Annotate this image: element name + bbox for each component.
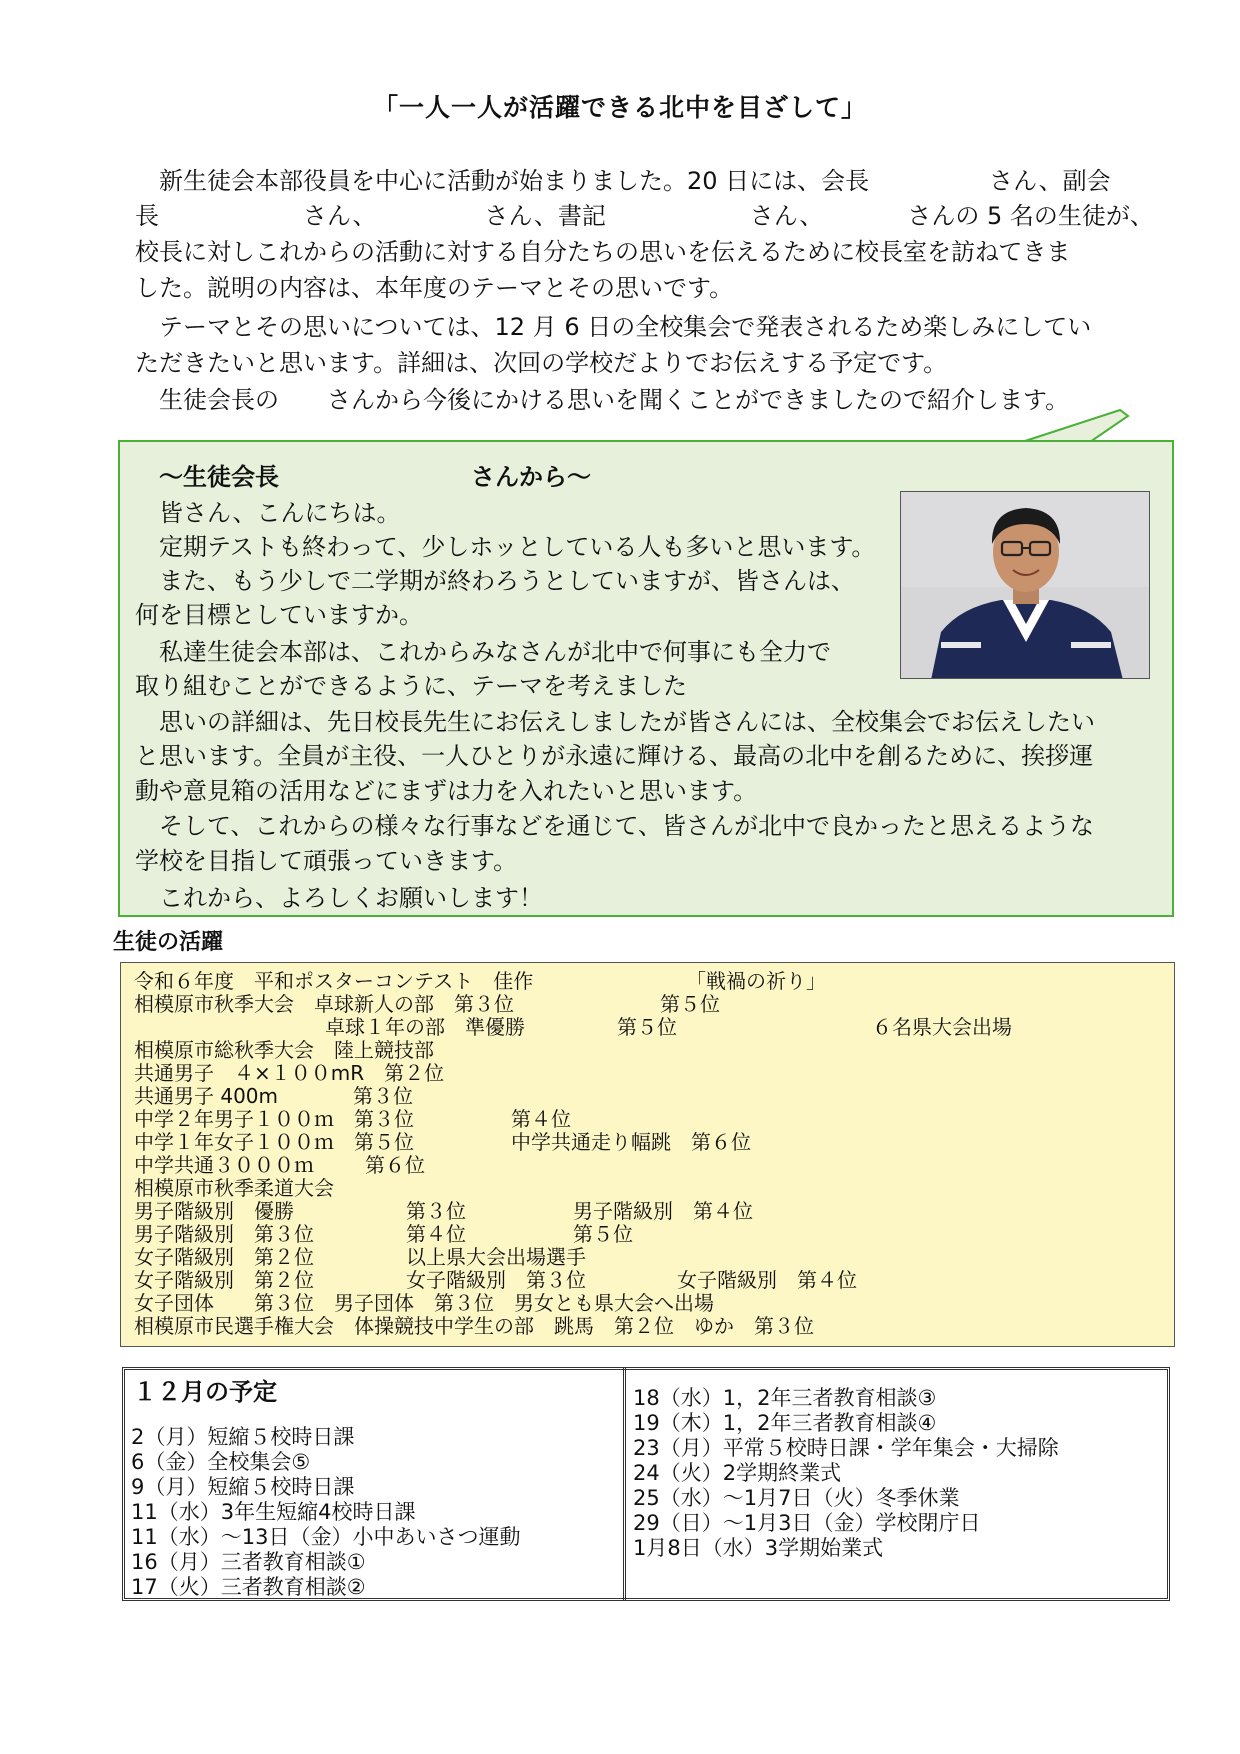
student-portrait-image [901, 492, 1150, 679]
message-line: 学校を目指して頑張っていきます。 [135, 847, 518, 875]
achievement-row: 相模原市秋季大会 卓球新人の部 第３位 [134, 992, 514, 1016]
achievement-row: 第４位 [406, 1222, 466, 1246]
schedule-title: １２月の予定 [133, 1378, 277, 1406]
achievement-row: 令和６年度 平和ポスターコンテスト 佳作 [134, 969, 534, 993]
schedule-item: 16（月）三者教育相談① [131, 1550, 366, 1574]
achievement-row: 第５位 [660, 992, 720, 1016]
message-line: 動や意見箱の活用などにまずは力を入れたいと思います。 [135, 777, 758, 805]
achievement-row: 中学１年女子１００ｍ 第５位 [134, 1130, 414, 1154]
achievement-row: 中学共通３０００ｍ [134, 1153, 314, 1177]
schedule-item: 25（水）〜1月7日（火）冬季休業 [633, 1486, 960, 1510]
intro-line: テーマとその思いについては、12 月 6 日の全校集会で発表されるため楽しみにしてい [135, 313, 1092, 341]
achievement-row: 男子階級別 優勝 [134, 1199, 294, 1223]
schedule-divider [623, 1367, 627, 1601]
achievement-row: 女子団体 第３位 男子団体 第３位 男女とも県大会へ出場 [134, 1291, 714, 1315]
achievement-row: 共通男子 400m [134, 1084, 279, 1108]
schedule-item: 29（日）〜1月3日（金）学校閉庁日 [633, 1511, 981, 1535]
achievement-row: 中学共通走り幅跳 第６位 [511, 1130, 751, 1154]
achievement-row: 男子階級別 第３位 [134, 1222, 314, 1246]
message-heading: 〜生徒会長 さんから〜 [135, 463, 591, 491]
schedule-item: 2（月）短縮５校時日課 [131, 1425, 355, 1449]
message-line: また、もう少しで二学期が終わろうとしていますが、皆さんは、 [135, 567, 855, 595]
schedule-item: 17（火）三者教育相談② [131, 1575, 366, 1599]
achievement-row: 以上県大会出場選手 [406, 1245, 586, 1269]
schedule-item: 9（月）短縮５校時日課 [131, 1475, 355, 1499]
achievement-row: 第３位 [406, 1199, 466, 1223]
message-line: 取り組むことができるように、テーマを考えました [135, 672, 687, 700]
message-line: これから、よろしくお願いします！ [135, 884, 543, 912]
intro-line: 校長に対しこれからの活動に対する自分たちの思いを伝えるために校長室を訪ねてきま [135, 238, 1071, 266]
achievement-row: 女子階級別 第２位 [134, 1268, 314, 1292]
achievement-row: 第５位 [617, 1015, 677, 1039]
achievement-row: 第５位 [573, 1222, 633, 1246]
achievement-row: 相模原市総秋季大会 陸上競技部 [134, 1038, 434, 1062]
message-line: 思いの詳細は、先日校長先生にお伝えしましたが皆さんには、全校集会でお伝えしたい [135, 708, 1095, 736]
message-line: 何を目標としていますか。 [135, 601, 423, 629]
intro-line: 新生徒会本部役員を中心に活動が始まりました。20 日には、会長 さん、副会 [135, 167, 1111, 195]
achievement-row: 女子階級別 第４位 [677, 1268, 857, 1292]
achievement-row: ６名県大会出場 [872, 1015, 1012, 1039]
schedule-item: 1月8日（水）3学期始業式 [633, 1536, 884, 1560]
schedule-item: 24（火）2学期終業式 [633, 1461, 842, 1485]
achievement-row: 相模原市秋季柔道大会 [134, 1176, 334, 1200]
speech-bubble-tail [1020, 408, 1130, 444]
schedule-item: 19（木）1，2年三者教育相談④ [633, 1411, 937, 1435]
achievement-row: 中学２年男子１００ｍ 第３位 [134, 1107, 414, 1131]
schedule-item: 11（水）〜13日（金）小中あいさつ運動 [131, 1525, 521, 1549]
schedule-item: 23（月）平常５校時日課・学年集会・大掃除 [633, 1436, 1059, 1460]
achievement-row: 共通男子 ４×１００mR 第２位 [134, 1061, 445, 1085]
message-line: と思います。全員が主役、一人ひとりが永遠に輝ける、最高の北中を創るために、挨拶運 [135, 742, 1094, 770]
message-line: 私達生徒会本部は、これからみなさんが北中で何事にも全力で [135, 638, 831, 666]
message-line: そして、これからの様々な行事などを通じて、皆さんが北中で良かったと思えるような [135, 812, 1095, 840]
message-line: 皆さん、こんにちは。 [135, 499, 401, 527]
achievement-row: 女子階級別 第２位 [134, 1245, 314, 1269]
intro-line: 長 さん、 さん、書記 さん、 さんの 5 名の生徒が、 [135, 202, 1154, 230]
achievement-row: 女子階級別 第３位 [406, 1268, 586, 1292]
intro-line: した。説明の内容は、本年度のテーマとその思いです。 [135, 274, 734, 302]
schedule-item: 18（水）1，2年三者教育相談③ [633, 1386, 937, 1410]
schedule-item: 11（水）3年生短縮4校時日課 [131, 1500, 416, 1524]
achievement-row: 第４位 [511, 1107, 571, 1131]
page-title: 「一人一人が活躍できる北中を目ざして」 [372, 93, 867, 122]
achievement-row: 相模原市民選手権大会 体操競技中学生の部 跳馬 第２位 ゆか 第３位 [134, 1314, 814, 1338]
intro-line: ただきたいと思います。詳細は、次回の学校だよりでお伝えする予定です。 [135, 349, 948, 377]
achievement-row: 卓球１年の部 準優勝 [325, 1015, 525, 1039]
achievement-row: 第３位 [353, 1084, 413, 1108]
schedule-item: 6（金）全校集会⑤ [131, 1450, 311, 1474]
intro-line: 生徒会長の さんから今後にかける思いを聞くことができましたので紹介します。 [135, 386, 1070, 414]
achievement-row: 男子階級別 第４位 [573, 1199, 753, 1223]
achievement-row: 第６位 [365, 1153, 425, 1177]
achievement-row: 「戦禍の祈り」 [686, 969, 826, 993]
achievements-label: 生徒の活躍 [113, 930, 224, 955]
message-line: 定期テストも終わって、少しホッとしている人も多いと思います。 [135, 533, 876, 561]
student-photo [900, 491, 1150, 679]
